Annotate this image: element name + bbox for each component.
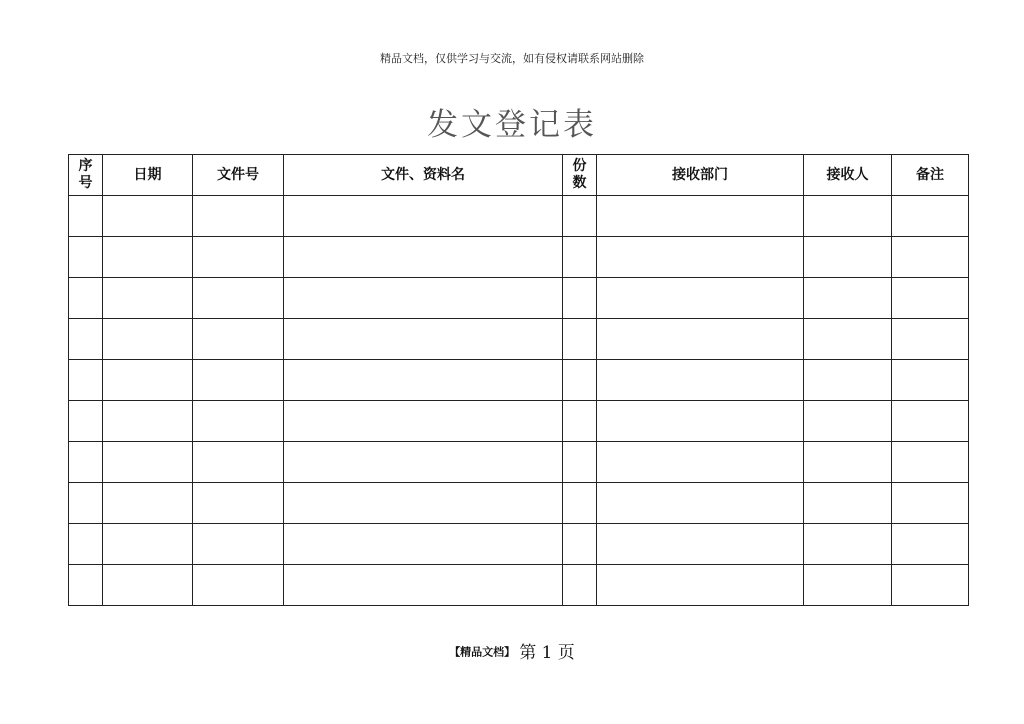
table-cell-doc_name[interactable] [284, 196, 563, 237]
table-cell-date[interactable] [103, 565, 193, 606]
table-cell-copies[interactable] [563, 278, 597, 319]
dispatch-register-table [68, 154, 969, 606]
table-cell-receiver[interactable] [804, 524, 892, 565]
table-cell-dept[interactable] [597, 442, 804, 483]
table-cell-dept[interactable] [597, 483, 804, 524]
table-cell-copies[interactable] [563, 237, 597, 278]
table-cell-doc_name[interactable] [284, 565, 563, 606]
table-cell-dept[interactable] [597, 196, 804, 237]
table-cell-remarks[interactable] [892, 278, 969, 319]
column-header-doc-no [193, 155, 284, 196]
table-row [69, 278, 969, 319]
table-cell-seq[interactable] [69, 524, 103, 565]
table-cell-receiver[interactable] [804, 360, 892, 401]
table-cell-doc_no[interactable] [193, 524, 284, 565]
table-cell-doc_name[interactable] [284, 319, 563, 360]
table-cell-doc_name[interactable] [284, 524, 563, 565]
table-cell-seq[interactable] [69, 565, 103, 606]
table-cell-copies[interactable] [563, 442, 597, 483]
table-row [69, 319, 969, 360]
table-cell-doc_name[interactable] [284, 278, 563, 319]
table-row [69, 360, 969, 401]
table-row [69, 483, 969, 524]
table-cell-seq[interactable] [69, 237, 103, 278]
table-cell-receiver[interactable] [804, 319, 892, 360]
table-cell-remarks[interactable] [892, 565, 969, 606]
table-cell-doc_name[interactable] [284, 483, 563, 524]
table-cell-doc_name[interactable] [284, 401, 563, 442]
table-cell-date[interactable] [103, 483, 193, 524]
table-cell-copies[interactable] [563, 360, 597, 401]
table-cell-dept[interactable] [597, 524, 804, 565]
table-row [69, 196, 969, 237]
table-cell-receiver[interactable] [804, 565, 892, 606]
page-footer [0, 641, 1024, 664]
table-cell-remarks[interactable] [892, 442, 969, 483]
table-cell-copies[interactable] [563, 483, 597, 524]
table-cell-remarks[interactable] [892, 401, 969, 442]
table-cell-doc_no[interactable] [193, 401, 284, 442]
table-cell-doc_no[interactable] [193, 278, 284, 319]
column-header-receiver [804, 155, 892, 196]
table-cell-date[interactable] [103, 401, 193, 442]
table-cell-doc_no[interactable] [193, 196, 284, 237]
header-notice: 精品文档，仅供学习与交流，如有侵权请联系网站删除 [380, 52, 644, 65]
table-cell-remarks[interactable] [892, 360, 969, 401]
table-cell-seq[interactable] [69, 319, 103, 360]
column-header-dept-label: 接收部门 [672, 166, 728, 183]
table-row [69, 237, 969, 278]
table-row [69, 524, 969, 565]
table-cell-remarks[interactable] [892, 237, 969, 278]
footer-page-number: 第 1 页 [519, 642, 575, 663]
column-header-dept [597, 155, 804, 196]
table-cell-doc_name[interactable] [284, 360, 563, 401]
table-cell-seq[interactable] [69, 401, 103, 442]
table-cell-date[interactable] [103, 278, 193, 319]
table-row [69, 401, 969, 442]
table-cell-doc_no[interactable] [193, 319, 284, 360]
table-cell-remarks[interactable] [892, 319, 969, 360]
table-cell-seq[interactable] [69, 196, 103, 237]
table-cell-receiver[interactable] [804, 401, 892, 442]
table-cell-seq[interactable] [69, 442, 103, 483]
table-row [69, 442, 969, 483]
table-cell-doc_no[interactable] [193, 360, 284, 401]
column-header-date-label: 日期 [133, 166, 162, 183]
footer-tag: 【精品文档】 [449, 645, 516, 659]
table-cell-remarks[interactable] [892, 196, 969, 237]
table-cell-seq[interactable] [69, 483, 103, 524]
table-cell-date[interactable] [103, 319, 193, 360]
table-cell-date[interactable] [103, 196, 193, 237]
table-cell-copies[interactable] [563, 565, 597, 606]
table-cell-dept[interactable] [597, 278, 804, 319]
column-header-copies-line-1: 份 [572, 158, 587, 174]
column-header-remarks [892, 155, 969, 196]
table-cell-copies[interactable] [563, 319, 597, 360]
column-header-seq [69, 155, 103, 196]
table-cell-date[interactable] [103, 237, 193, 278]
column-header-date [103, 155, 193, 196]
table-cell-doc_no[interactable] [193, 237, 284, 278]
table-cell-receiver[interactable] [804, 483, 892, 524]
table-cell-copies[interactable] [563, 196, 597, 237]
table-cell-copies[interactable] [563, 524, 597, 565]
table-cell-doc_name[interactable] [284, 442, 563, 483]
column-header-remarks-label: 备注 [916, 166, 944, 183]
column-header-doc-name [284, 155, 563, 196]
table-cell-dept[interactable] [597, 565, 804, 606]
table-cell-seq[interactable] [69, 278, 103, 319]
table-cell-dept[interactable] [597, 401, 804, 442]
table-cell-receiver[interactable] [804, 196, 892, 237]
table-cell-receiver[interactable] [804, 278, 892, 319]
table-cell-receiver[interactable] [804, 237, 892, 278]
column-header-copies [563, 155, 597, 196]
table-cell-doc_no[interactable] [193, 442, 284, 483]
table-cell-copies[interactable] [563, 401, 597, 442]
table-cell-dept[interactable] [597, 237, 804, 278]
table-cell-doc_no[interactable] [193, 565, 284, 606]
table-cell-date[interactable] [103, 442, 193, 483]
table-cell-doc_name[interactable] [284, 237, 563, 278]
column-header-copies-line-2: 数 [572, 175, 587, 191]
column-header-seq-line-2: 号 [78, 175, 93, 191]
table-cell-date[interactable] [103, 360, 193, 401]
column-header-receiver-label: 接收人 [826, 166, 869, 183]
table-cell-receiver[interactable] [804, 442, 892, 483]
table-cell-remarks[interactable] [892, 524, 969, 565]
table-cell-date[interactable] [103, 524, 193, 565]
table-header-row [69, 155, 969, 196]
table-cell-remarks[interactable] [892, 483, 969, 524]
table-cell-dept[interactable] [597, 360, 804, 401]
table-cell-dept[interactable] [597, 319, 804, 360]
table-row [69, 565, 969, 606]
table-cell-seq[interactable] [69, 360, 103, 401]
column-header-doc-name-label: 文件、资料名 [381, 166, 465, 183]
document-title: 发文登记表 [427, 107, 597, 143]
column-header-seq-line-1: 序 [78, 158, 93, 174]
column-header-doc-no-label: 文件号 [217, 166, 259, 183]
table-body [69, 196, 969, 606]
table-cell-doc_no[interactable] [193, 483, 284, 524]
